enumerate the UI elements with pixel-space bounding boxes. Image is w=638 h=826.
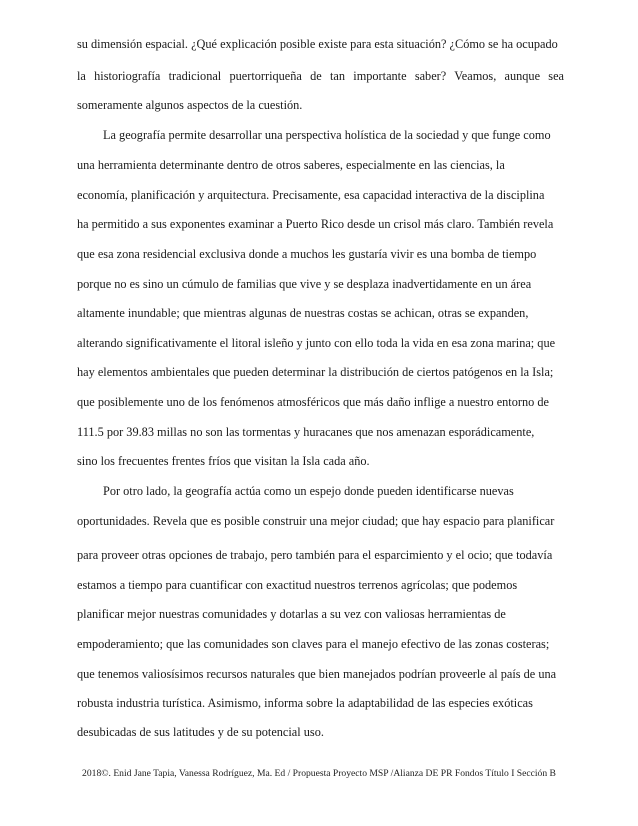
paragraph-line: para proveer otras opciones de trabajo, pero también para el esparcimiento y el ocio; que todavía bbox=[77, 548, 553, 562]
paragraph-line: que esa zona residencial exclusiva donde a muchos les gustaría vivir es una bomba de tiempo bbox=[77, 247, 537, 261]
paragraph-line: economía, planificación y arquitectura. Precisamente, esa capacidad interactiva de la disciplina bbox=[77, 188, 545, 202]
paragraph-line: Por otro lado, la geografía actúa como un espejo donde pueden identificarse nuevas bbox=[103, 484, 514, 498]
paragraph-line: alterando significativamente el litoral isleño y junto con ello toda la vida en esa zona marina; que bbox=[77, 336, 556, 350]
paragraph-line: 111.5 por 39.83 millas no son las tormentas y huracanes que nos amenazan esporádicamente, bbox=[77, 425, 535, 439]
paragraph-line: ha permitido a sus exponentes examinar a Puerto Rico desde un crisol más claro. También revela bbox=[77, 217, 554, 231]
paragraph-line: altamente inundable; que mientras algunas de nuestras costas se achican, otras se expanden, bbox=[77, 306, 529, 320]
paragraph-line: robusta industria turística. Asimismo, informa sobre la adaptabilidad de las especies exóticas bbox=[77, 696, 533, 710]
paragraph-line: hay elementos ambientales que pueden determinar la distribución de ciertos patógenos en la Isla; bbox=[77, 365, 554, 379]
paragraph-line: desubicadas de sus latitudes y de su potencial uso. bbox=[77, 725, 324, 739]
page-footer: 2018©. Enid Jane Tapia, Vanessa Rodríguez, Ma. Ed / Propuesta Proyecto MSP /Alianza DE PR Fondos Título I Sección B bbox=[82, 768, 556, 779]
paragraph-line: someramente algunos aspectos de la cuestión. bbox=[77, 98, 303, 112]
paragraph-line: que posiblemente uno de los fenómenos atmosféricos que más daño inflige a nuestro entorno de bbox=[77, 395, 549, 409]
paragraph-line: La geografía permite desarrollar una perspectiva holística de la sociedad y que funge como bbox=[103, 128, 551, 142]
paragraph-line: porque no es sino un cúmulo de familias que vive y se desplaza inadvertidamente en un área bbox=[77, 277, 532, 291]
paragraph-line: empoderamiento; que las comunidades son claves para el manejo efectivo de las zonas costeras; bbox=[77, 637, 550, 651]
paragraph-line: planificar mejor nuestras comunidades y dotarlas a su vez con valiosas herramientas de bbox=[77, 607, 506, 621]
paragraph-line: la historiografía tradicional puertorriqueña de tan importante saber? Veamos, aunque sea bbox=[77, 69, 564, 83]
paragraph-line: una herramienta determinante dentro de otros saberes, especialmente en las ciencias, la bbox=[77, 158, 505, 172]
paragraph-line: sino los frecuentes frentes fríos que visitan la Isla cada año. bbox=[77, 454, 370, 468]
paragraph-line: que tenemos valiosísimos recursos naturales que bien manejados podrían proveerle al país de una bbox=[77, 667, 557, 681]
paragraph-line: oportunidades. Revela que es posible construir una mejor ciudad; que hay espacio para planificar bbox=[77, 514, 555, 528]
paragraph-line: su dimensión espacial. ¿Qué explicación posible existe para esta situación? ¿Cómo se ha ocupado bbox=[77, 37, 558, 51]
paragraph-line: estamos a tiempo para cuantificar con exactitud nuestros terrenos agrícolas; que podemos bbox=[77, 578, 518, 592]
